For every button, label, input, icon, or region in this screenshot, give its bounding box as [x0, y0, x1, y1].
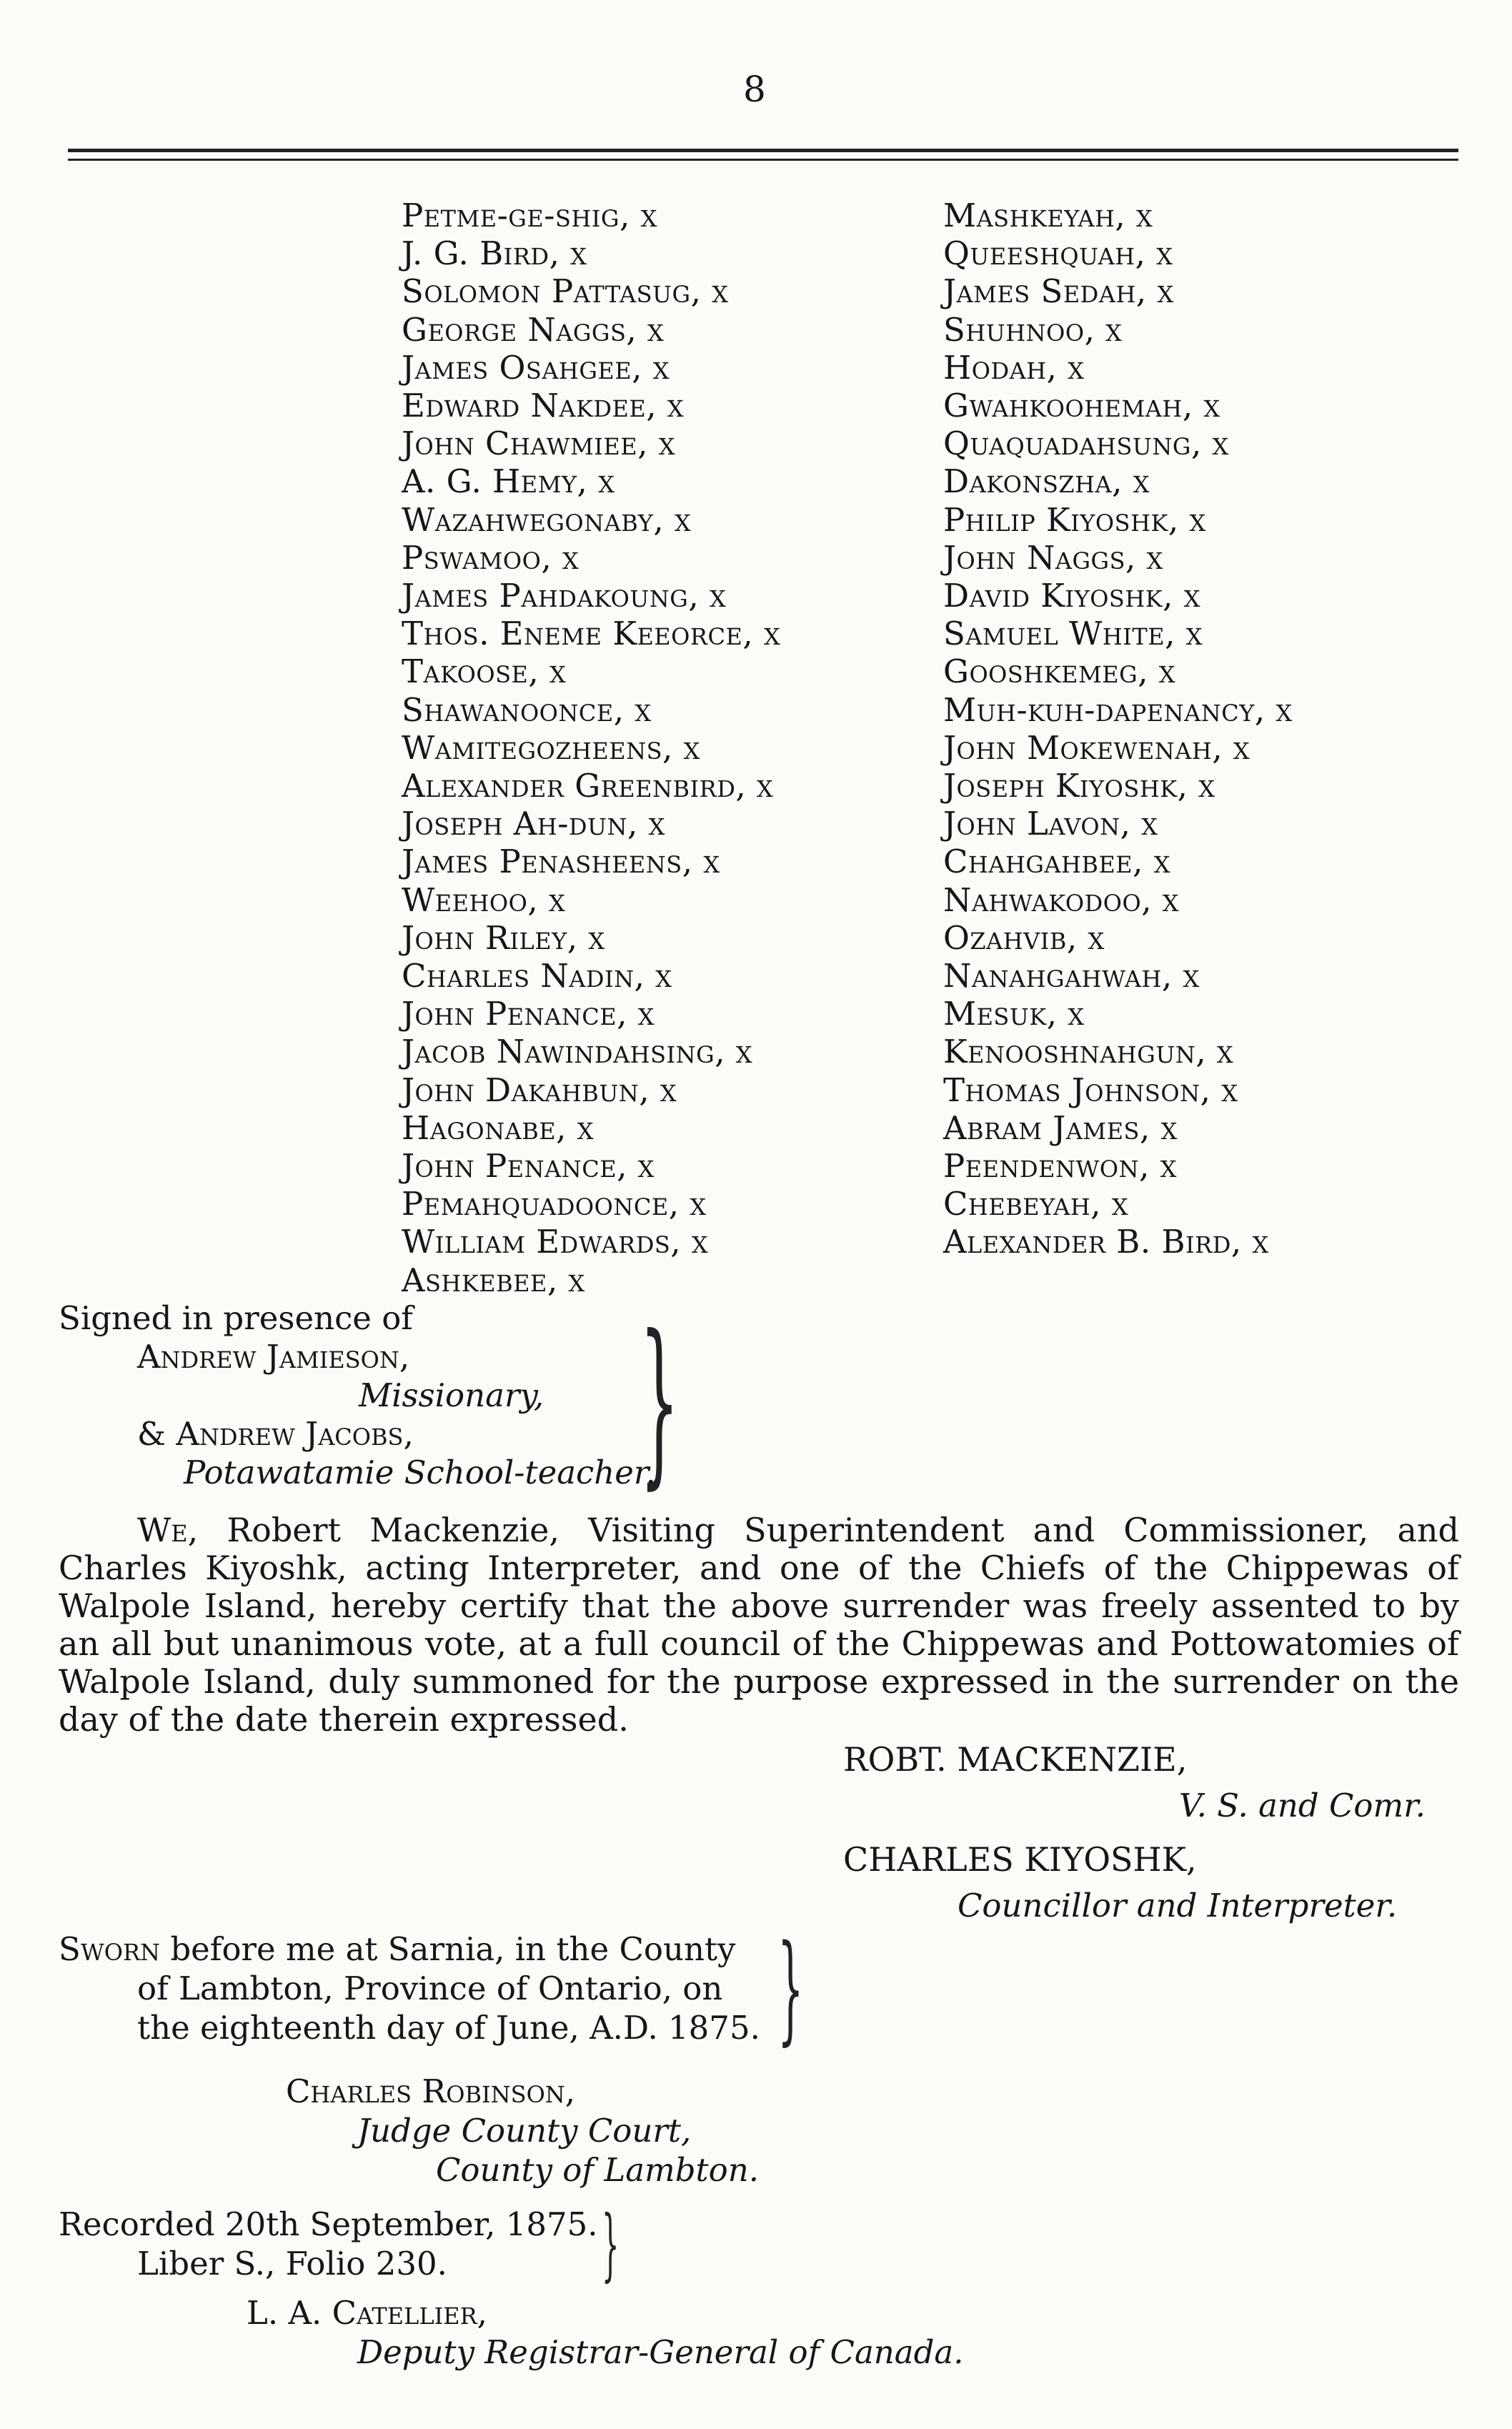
signatory-name: Nahwakodoo, x [943, 880, 1180, 919]
signatory-name: James Sedah, x [943, 272, 1174, 311]
registrar-title: Deputy Registrar-General of Canada. [357, 2333, 964, 2371]
judge-name: Charles Robinson, [286, 2072, 576, 2110]
signatory-name: Dakonszha, x [943, 462, 1150, 501]
certificate-paragraph [59, 1511, 1459, 1739]
witness-2-name: & Andrew Jacobs, [137, 1415, 414, 1453]
signatory-name: Hagonabe, x [402, 1108, 595, 1147]
signatory-name: Queeshquah, x [943, 234, 1173, 273]
jurat-block [59, 1929, 760, 2047]
witness-block [59, 1299, 656, 1492]
signatory-name: David Kiyoshk, x [943, 577, 1201, 615]
signatory-name: William Edwards, x [402, 1223, 709, 1261]
signatory-name: Kenooshnahgun, x [943, 1033, 1234, 1071]
header-rule-thin [68, 159, 1458, 161]
signatory-name: Peendenwon, x [943, 1147, 1178, 1186]
signatories-left-column [402, 197, 780, 1299]
signatory-name: James Penasheens, x [402, 843, 720, 881]
judge-county: County of Lambton. [436, 2151, 759, 2189]
signatory-name: Mesuk, x [943, 995, 1085, 1033]
signatory-name: Wamitegozheens, x [402, 728, 700, 767]
signatory-name: Joseph Ah-dun, x [402, 805, 665, 843]
jurat-brace: } [777, 1919, 804, 2057]
signatory-name: Alexander Greenbird, x [402, 767, 774, 805]
signatory-name: Samuel White, x [943, 615, 1203, 653]
signatory-name: Thos. Eneme Keeorce, x [402, 615, 781, 653]
signatory-name: Pemahquadoonce, x [402, 1185, 707, 1223]
recording-line-2: Liber S., Folio 230. [137, 2245, 447, 2283]
recording-brace: } [602, 2198, 620, 2290]
jurat-line-2: of Lambton, Province of Ontario, on [137, 1969, 723, 2007]
signatory-name: James Osahgee, x [402, 348, 670, 387]
signer-1-name: ROBT. MACKENZIE, [843, 1740, 1188, 1779]
recording-block [59, 2205, 598, 2283]
signatory-name: Gwahkoohemah, x [943, 387, 1220, 425]
signatory-name: Shawanoonce, x [402, 690, 652, 729]
signatory-name: Petme-ge-shig, x [402, 197, 657, 234]
signatory-name: Nanahgahwah, x [943, 957, 1200, 995]
signatory-name: Gooshkemeg, x [943, 652, 1176, 691]
jurat-lead: Sworn [59, 1930, 161, 1968]
signatory-name: George Naggs, x [402, 310, 665, 349]
signatory-name: Ozahvib, x [943, 918, 1105, 957]
jurat-line-3: the eighteenth day of June, A.D. 1875. [137, 2009, 760, 2047]
witness-intro: Signed in presence of [59, 1299, 413, 1337]
page-number: 8 [743, 69, 766, 110]
signatory-name: Joseph Kiyoshk, x [943, 767, 1215, 805]
signatory-name: John Riley, x [402, 918, 605, 957]
signer-2-title: Councillor and Interpreter. [958, 1887, 1398, 1924]
signatory-name: Pswamoo, x [402, 538, 580, 577]
signatory-name: Mashkeyah, x [943, 197, 1153, 234]
signatory-name: John Dakahbun, x [402, 1071, 677, 1109]
jurat-line-1: before me at Sarnia, in the County [160, 1930, 736, 1968]
signatory-name: Abram James, x [943, 1108, 1178, 1147]
signatory-name: A. G. Hemy, x [402, 462, 615, 501]
signatory-name: Solomon Pattasug, x [402, 272, 729, 311]
signer-2-name: CHARLES KIYOSHK, [843, 1840, 1197, 1879]
registrar-name: L. A. Catellier, [247, 2294, 487, 2332]
signatory-name: Alexander B. Bird, x [943, 1223, 1269, 1261]
signatory-name: Weehoo, x [402, 880, 566, 919]
signatory-name: Thomas Johnson, x [943, 1071, 1238, 1109]
signatory-name: Ashkebee, x [402, 1261, 585, 1299]
signatory-name: Jacob Nawindahsing, x [402, 1033, 753, 1071]
certificate-text: , Robert Mackenzie, Visiting Superintendent and Commissioner, and Charles Kiyoshk, acting Interpreter, and one of the Chiefs of the Chippewas of Walpole Island, hereby certify that the above surrender was freely assented to by an all but unanimous vote, at a full council of the Chippewas and Pottowatomies of Walpole Island, duly summoned for the purpose expressed in the surrender on the day of the date therein expressed. [59, 1511, 1459, 1739]
certificate-lead: We [137, 1511, 188, 1549]
signatory-name: John Penance, x [402, 1147, 655, 1186]
signatory-name: J. G. Bird, x [402, 234, 587, 273]
header-rule-thick [68, 149, 1458, 152]
signatories-right-column [943, 197, 1293, 1261]
witness-brace: } [640, 1297, 680, 1505]
signatory-name: Shuhnoo, x [943, 310, 1123, 349]
signatory-name: Muh-kuh-dapenancy, x [943, 690, 1293, 729]
signatory-name: James Pahdakoung, x [402, 577, 727, 615]
witness-1-role: Missionary, [359, 1376, 544, 1414]
signatory-name: John Chawmiee, x [402, 424, 676, 463]
recording-line-1: Recorded 20th September, 1875. [59, 2205, 598, 2243]
signatory-name: John Naggs, x [943, 538, 1163, 577]
signatory-name: Charles Nadin, x [402, 957, 672, 995]
signatory-name: Hodah, x [943, 348, 1085, 387]
signatory-name: Wazahwegonaby, x [402, 500, 692, 539]
signatory-name: Philip Kiyoshk, x [943, 500, 1206, 539]
signer-1-title: V. S. and Comr. [1179, 1787, 1426, 1824]
signatory-name: Chebeyah, x [943, 1185, 1129, 1223]
signatory-name: John Penance, x [402, 995, 655, 1033]
signatory-name: John Lavon, x [943, 805, 1158, 843]
signatory-name: Chahgahbee, x [943, 843, 1171, 881]
judge-title: Judge County Court, [357, 2112, 692, 2150]
witness-2-role: Potawatamie School-teacher. [184, 1454, 656, 1491]
signatory-name: John Mokewenah, x [943, 728, 1250, 767]
signatory-name: Takoose, x [402, 652, 567, 691]
signatory-name: Quaquadahsung, x [943, 424, 1229, 463]
signatory-name: Edward Nakdee, x [402, 387, 685, 425]
witness-1-name: Andrew Jamieson, [137, 1338, 410, 1376]
